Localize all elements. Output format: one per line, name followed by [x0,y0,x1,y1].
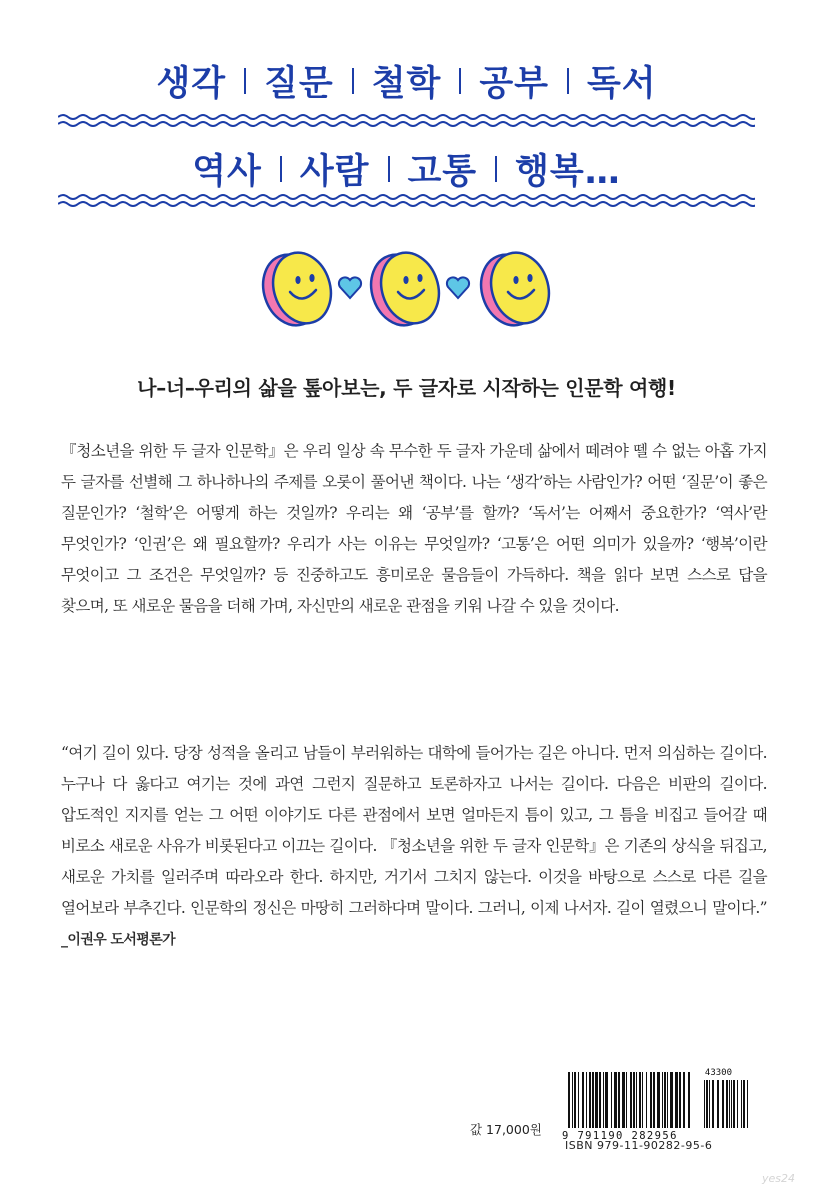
barcode-bar [646,1072,647,1128]
barcode-addon-bar [729,1080,730,1128]
barcode-addon-bar [706,1080,708,1128]
keyword-suffering: 고통 [407,152,478,192]
barcode-addon-bar [722,1080,724,1128]
barcode-addon-bar [726,1080,728,1128]
keyword-happiness: 행복… [515,152,621,192]
heart-icon [447,277,469,298]
barcode-addon-bar [717,1080,719,1128]
wave-divider-top [58,112,755,130]
barcode-bar [626,1072,627,1128]
barcode-bar [578,1072,579,1128]
smiley-face-icon [254,245,340,332]
barcode-bar [582,1072,584,1128]
barcode-bar [664,1072,666,1128]
watermark-logo: yes24 [762,1172,796,1185]
barcode-bar [670,1072,673,1128]
smiley-illustration [250,242,570,332]
barcode-bar [618,1072,620,1128]
recommendation-quote [61,738,767,956]
barcode-bar [636,1072,637,1128]
barcode-bar [688,1072,690,1128]
keyword-study: 공부 [479,64,549,104]
keyword-history: 역사 [192,152,262,192]
barcode-bar [589,1072,591,1128]
keyword-question: 질문 [264,64,334,104]
tagline: 나–너–우리의 삶을 톺아보는, 두 글자로 시작하는 인문학 여행! [137,376,676,400]
smiley-face-icon [362,245,448,332]
smiley-face-icon [472,245,558,332]
barcode-addon-number: 43300 [704,1068,732,1078]
barcode-bar [662,1072,663,1128]
keyword-separator [280,156,282,182]
barcode-bar [630,1072,632,1128]
keyword-separator [244,68,246,94]
keyword-reading: 독서 [586,64,657,104]
barcode-bar [657,1072,660,1128]
barcode-bar [595,1072,598,1128]
wave-divider-bottom [58,192,755,210]
keyword-separator [388,156,390,182]
barcode-bar [574,1072,576,1128]
keyword-row-1 [0,52,813,110]
keyword-separator [459,68,461,94]
keyword-thought: 생각 [156,64,227,104]
keyword-row-2 [0,140,813,198]
barcode-addon-bar [737,1080,738,1128]
barcode-bar [633,1072,635,1128]
barcode-bar [679,1072,681,1128]
barcode-bar [586,1072,587,1128]
keyword-separator [352,68,354,94]
barcode-addon-bar [712,1080,714,1128]
barcode-bar [568,1072,570,1128]
barcode-bar [667,1072,668,1128]
keyword-people: 사람 [299,152,370,192]
isbn-number: ISBN 979-11-90282-95-6 [565,1139,713,1152]
barcode-addon-bar [741,1080,742,1128]
barcode-addon-bar [747,1080,748,1128]
quote-text: “여기 길이 있다. 당장 성적을 올리고 남들이 부러워하는 대학에 들어가는 길은 아니다. 먼저 의심하는 길이다. 누구나 다 옳다고 여기는 것에 과연 그런지 질문하고 토론하자고 나서는 길이다. 다음은 비판의 길이다. 압도적인 지지를 얻는 그 어떤 이야기도 다른 관점에서 보면 얼마든지 틈이 있고, 그 틈을 비집고 들어갈 때 비로소 새로운 사유가 비롯된다고 이끄는 길이다. 『청소년을 위한 두 글자 인문학』은 기존의 상식을 뒤집고, 새로운 가치를 일러주며 따라오라 한다. 하지만, 거기서 그치지 않는다. 이것을 바탕으로 스스로 다른 길을 열어보라 부추긴다. 인문학의 정신은 마땅히 그러하다며 말이다. 그러니, 이제 나서자. 길이 열렸으니 말이다.” [61,744,767,917]
barcode-bar [675,1072,678,1128]
barcode-bar [603,1072,604,1128]
barcode-bar [605,1072,608,1128]
barcode-addon-bar [704,1080,705,1128]
barcode-bar [622,1072,625,1128]
barcode-addon-bar [731,1080,732,1128]
barcode-addon-bar [709,1080,710,1128]
keyword-philosophy: 철학 [371,64,442,104]
keyword-separator [567,68,569,94]
barcode-bar [653,1072,655,1128]
barcode-addon-bar [743,1080,745,1128]
barcode-bar [642,1072,643,1128]
barcode-bar [639,1072,641,1128]
heart-icon [339,277,361,298]
price-label: 값 17,000원 [470,1122,542,1137]
barcode-bar [650,1072,652,1128]
barcode-ean-number: 9 791190 282956 [562,1130,678,1142]
isbn-barcode [562,1068,752,1148]
keyword-separator [495,156,497,182]
barcode-bar [614,1072,617,1128]
barcode-bar [592,1072,594,1128]
barcode-bar [683,1072,685,1128]
barcode-addon-bar [733,1080,735,1128]
quote-signature: _이권우 도서평론가 [61,932,176,948]
barcode-bar [599,1072,601,1128]
barcode-bar [611,1072,612,1128]
book-description: 『청소년을 위한 두 글자 인문학』은 우리 일상 속 무수한 두 글자 가운데 삶에서 떼려야 뗄 수 없는 아홉 가지 두 글자를 선별해 그 하나하나의 주제를 오롯이 풀어낸 책이다. 나는 ‘생각’하는 사람인가? 어떤 ‘질문’이 좋은 질문인가? ‘철학’은 어떻게 하는 것일까? 우리는 왜 ‘공부’를 할까? ‘독서’는 어째서 중요한가? ‘역사’란 무엇인가? ‘인권’은 왜 필요할까? 우리가 사는 이유는 무엇일까? ‘고통’은 어떤 의미가 있을까? ‘행복’이란 무엇이고 그 조건은 무엇일까? 등 진중하고도 흥미로운 물음들이 가득하다. 책을 읽다 보면 스스로 답을 찾으며, 또 새로운 물음을 더해 가며, 자신만의 새로운 관점을 키워 나갈 수 있을 것이다. [61,442,767,615]
barcode-bar [572,1072,573,1128]
